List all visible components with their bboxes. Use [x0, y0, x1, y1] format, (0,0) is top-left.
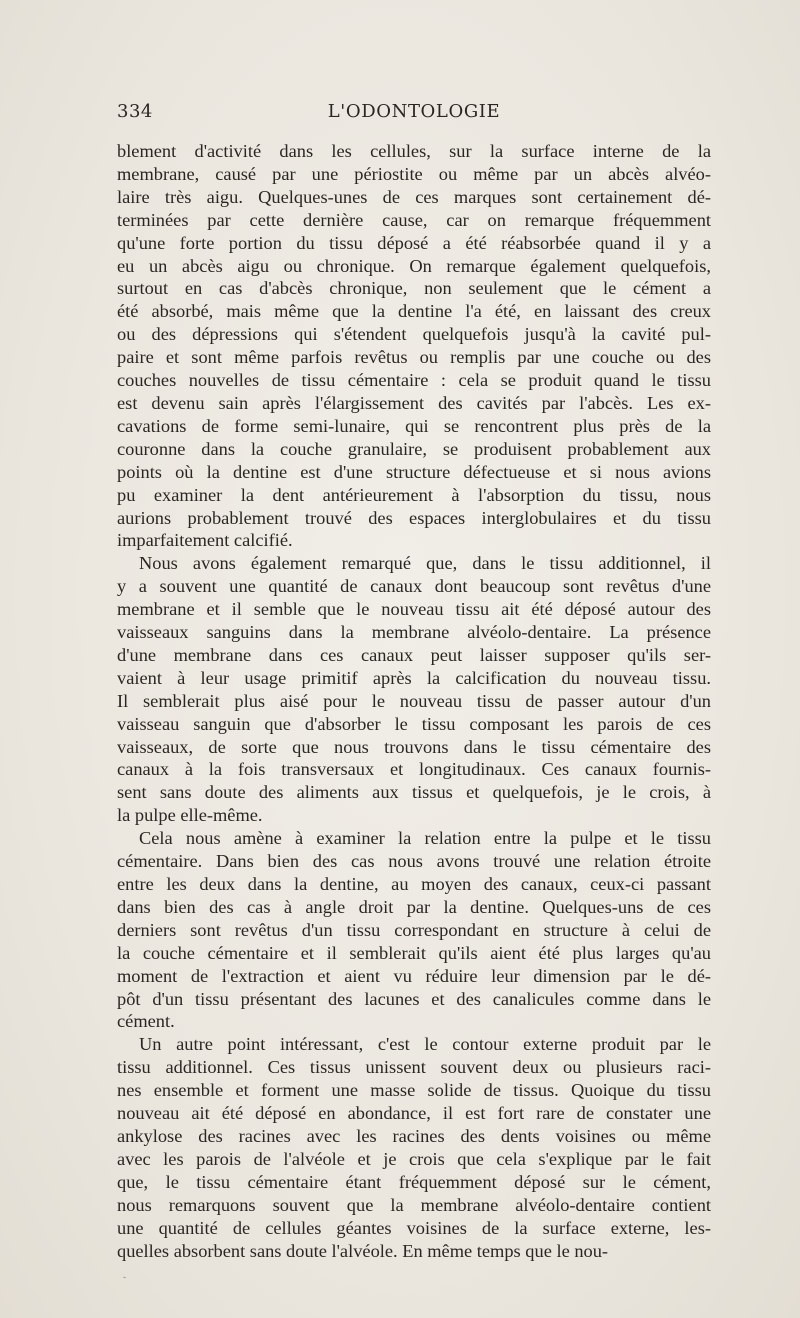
- text-line: ankylose des racines avec les racines des dents voisines ou même: [117, 1125, 711, 1146]
- text-line: couches nouvelles de tissu cémentaire : cela se produit quand le tissu: [117, 370, 711, 391]
- text-line: pu examiner la dent antérieurement à l'absorption du tissu, nous: [117, 484, 711, 505]
- text-line: ou des dépressions qui s'étendent quelquefois jusqu'à la cavité pul-: [117, 324, 711, 345]
- text-line: points où la dentine est d'une structure défectueuse et si nous avions: [117, 461, 711, 482]
- text-line: été absorbé, mais même que la dentine l'a été, en laissant des creux: [117, 301, 711, 322]
- text-line: imparfaitement calcifié.: [117, 530, 293, 551]
- text-line: derniers sont revêtus d'un tissu correspondant en structure à celui de: [117, 919, 711, 940]
- text-line: vaisseaux sanguins dans la membrane alvéolo-dentaire. La présence: [117, 622, 711, 643]
- text-line: qu'une forte portion du tissu déposé a été réabsorbée quand il y a: [117, 232, 711, 253]
- text-line: membrane et il semble que le nouveau tissu ait été déposé autour des: [117, 599, 711, 620]
- paragraph: [117, 140, 711, 552]
- paragraph: [117, 1033, 711, 1262]
- text-line: surtout en cas d'abcès chronique, non seulement que le cément a: [117, 278, 711, 299]
- body-text: [117, 140, 711, 1262]
- text-line: pôt d'un tissu présentant des lacunes et des canalicules comme dans le: [117, 988, 711, 1009]
- text-line: cavations de forme semi-lunaire, qui se rencontrent plus près de la: [117, 415, 711, 436]
- text-line: est devenu sain après l'élargissement des cavités par l'abcès. Les ex-: [117, 392, 711, 413]
- text-line: Nous avons également remarqué que, dans le tissu additionnel, il: [139, 553, 711, 574]
- text-line: eu un abcès aigu ou chronique. On remarque également quelquefois,: [117, 255, 711, 276]
- text-line: vaisseau sanguin que d'absorber le tissu composant les parois de ces: [117, 713, 711, 734]
- text-line: Un autre point intéressant, c'est le contour externe produit par le: [139, 1034, 711, 1055]
- text-line: blement d'activité dans les cellules, sur la surface interne de la: [117, 141, 711, 161]
- text-line: moment de l'extraction et aient vu réduire leur dimension par le dé-: [117, 965, 711, 986]
- text-line: quelles absorbent sans doute l'alvéole. En même temps que le nou-: [117, 1240, 609, 1261]
- text-line: vaisseaux, de sorte que nous trouvons dans le tissu cémentaire des: [117, 736, 711, 757]
- text-line: tissu additionnel. Ces tissus unissent souvent deux ou plusieurs raci-: [117, 1057, 711, 1078]
- page-number: 334: [117, 101, 153, 122]
- text-line: la pulpe elle-même.: [117, 805, 263, 826]
- paragraph: [117, 827, 711, 1033]
- text-line: sent sans doute des aliments aux tissus et quelquefois, je le crois, à: [117, 782, 711, 803]
- text-line: une quantité de cellules géantes voisines de la surface externe, les-: [117, 1217, 711, 1238]
- text-line: nous remarquons souvent que la membrane alvéolo-dentaire contient: [117, 1194, 711, 1215]
- text-line: terminées par cette dernière cause, car on remarque fréquemment: [117, 209, 711, 230]
- text-line: canaux à la fois transversaux et longitudinaux. Ces canaux fournis-: [117, 759, 711, 780]
- text-line: cément.: [117, 1011, 175, 1032]
- text-line: entre les deux dans la dentine, au moyen des canaux, ceux-ci passant: [117, 874, 711, 894]
- running-header: [117, 101, 711, 127]
- text-line: couronne dans la couche granulaire, se produisent probablement aux: [117, 438, 711, 459]
- text-line: aurions probablement trouvé des espaces interglobulaires et du tissu: [117, 507, 711, 528]
- text-line: laire très aigu. Quelques-unes de ces marques sont certainement dé-: [117, 186, 711, 207]
- text-line: Il semblerait plus aisé pour le nouveau tissu de passer autour d'un: [117, 690, 711, 711]
- text-line: paire et sont même parfois revêtus ou remplis par une couche ou des: [117, 347, 711, 368]
- footer-mark: -: [123, 1273, 127, 1283]
- text-line: la couche cémentaire et il semblerait qu'ils aient été plus larges qu'au: [117, 942, 711, 963]
- text-line: cémentaire. Dans bien des cas nous avons trouvé une relation étroite: [117, 851, 711, 872]
- text-line: que, le tissu cémentaire étant fréquemment déposé sur le cément,: [117, 1171, 711, 1192]
- text-line: Cela nous amène à examiner la relation entre la pulpe et le tissu: [139, 828, 711, 849]
- text-line: vaient à leur usage primitif après la calcification du nouveau tissu.: [117, 667, 711, 688]
- text-line: y a souvent une quantité de canaux dont beaucoup sont revêtus d'une: [117, 576, 711, 597]
- text-line: nouveau ait été déposé en abondance, il est fort rare de constater une: [117, 1103, 711, 1124]
- text-line: dans bien des cas à angle droit par la dentine. Quelques-uns de ces: [117, 896, 711, 917]
- paragraph: [117, 552, 711, 827]
- text-line: membrane, causé par une périostite ou même par un abcès alvéo-: [117, 163, 711, 184]
- text-line: nes ensemble et forment une masse solide de tissus. Quoique du tissu: [117, 1080, 711, 1101]
- text-line: d'une membrane dans ces canaux peut laisser supposer qu'ils ser-: [117, 644, 711, 665]
- text-line: avec les parois de l'alvéole et je crois que cela s'explique par le fait: [117, 1148, 711, 1169]
- running-title: L'ODONTOLOGIE: [327, 101, 501, 122]
